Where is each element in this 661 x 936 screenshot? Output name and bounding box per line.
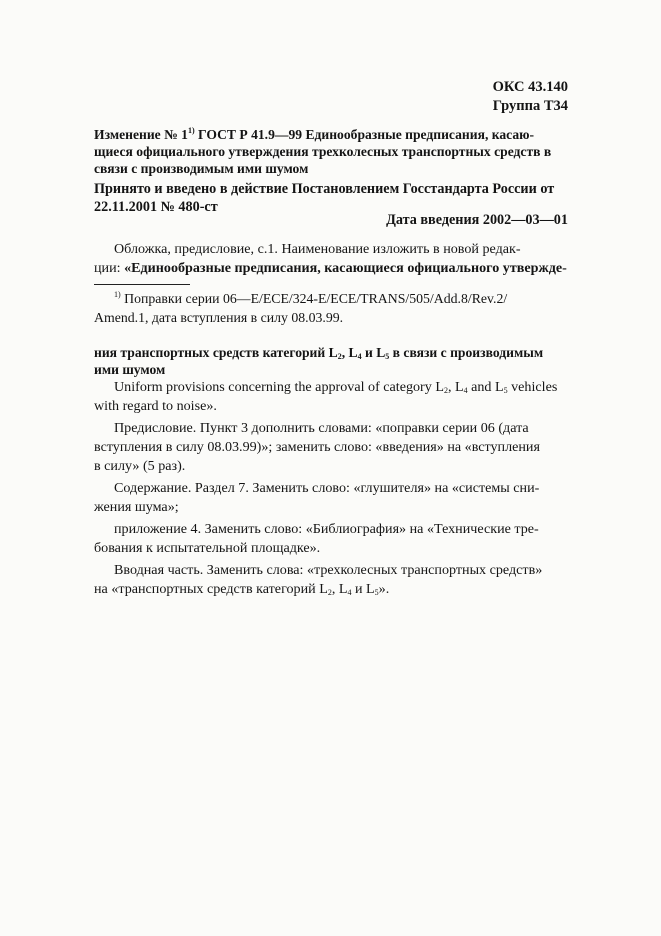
amendment-body xyxy=(94,378,568,602)
cover-line2-plain: ции: xyxy=(94,260,125,276)
english-title-paragraph xyxy=(94,378,568,416)
appendix-line2: бования к испытательной площадке». xyxy=(94,540,321,556)
intro-text: ». xyxy=(378,581,390,597)
foreword-paragraph xyxy=(94,419,568,476)
subscript: 2 xyxy=(443,386,448,395)
subscript: 5 xyxy=(503,386,508,395)
subscript: 5 xyxy=(385,352,390,361)
adoption-line2: 22.11.2001 № 480-ст xyxy=(94,199,218,215)
footnote-divider xyxy=(94,284,190,285)
foreword-line2: вступления в силу 08.03.99)»; заменить слово: «введения» на «вступления xyxy=(94,439,540,455)
amendment-title-line3: связи с производимым ими шумом xyxy=(94,161,309,176)
intro-text: и L xyxy=(351,581,375,597)
classification-header xyxy=(94,78,568,116)
amendment-title xyxy=(94,126,568,177)
continued-title xyxy=(94,344,568,378)
oks-code: ОКС 43.140 xyxy=(492,79,568,95)
amendment-title-line1: ГОСТ Р 41.9—99 Единообразные предписания, касаю- xyxy=(194,127,535,142)
foreword-line3: в силу» (5 раз). xyxy=(94,458,186,474)
continued-line2: ими шумом xyxy=(94,362,166,377)
cover-line1: Обложка, предисловие, с.1. Наименование изложить в новой редак- xyxy=(114,241,521,257)
english-text: Uniform provisions concerning the approval of category L xyxy=(114,379,444,395)
intro-line1: Вводная часть. Заменить слова: «трехколесных транспортных средств» xyxy=(114,562,543,578)
subscript: 5 xyxy=(374,588,379,597)
continued-text: , L xyxy=(341,345,358,360)
english-text: and L xyxy=(467,379,504,395)
amendment-title-line2: щиеся официального утверждения трехколесных транспортных средств в xyxy=(94,144,552,159)
intro-text: , L xyxy=(331,581,348,597)
english-text: vehicles xyxy=(507,379,558,395)
subscript: 2 xyxy=(337,352,342,361)
footnote-ref: 1) xyxy=(187,126,195,135)
intro-paragraph xyxy=(94,561,568,599)
english-text: , L xyxy=(447,379,464,395)
adoption-line1: Принято и введено в действие Постановлением Госстандарта России от xyxy=(94,181,555,197)
cover-line2-bold: «Единообразные предписания, касающиеся официального утвержде- xyxy=(124,260,567,276)
cover-paragraph xyxy=(94,240,568,278)
footnote-mark: 1) xyxy=(114,290,121,299)
effective-date: Дата введения 2002—03—01 xyxy=(386,212,568,228)
subscript: 2 xyxy=(327,588,332,597)
contents-paragraph xyxy=(94,479,568,517)
contents-line1: Содержание. Раздел 7. Заменить слово: «глушителя» на «системы сни- xyxy=(114,480,540,496)
footnote-line2: Amend.1, дата вступления в силу 08.03.99. xyxy=(94,310,344,325)
continued-text: ния транспортных средств категорий L xyxy=(94,345,338,360)
appendix-paragraph xyxy=(94,520,568,558)
group-code: Группа Т34 xyxy=(492,98,568,114)
english-line2: with regard to noise». xyxy=(94,398,217,414)
appendix-line1: приложение 4. Заменить слово: «Библиография» на «Технические тре- xyxy=(114,521,539,537)
subscript: 4 xyxy=(463,386,468,395)
amendment-number: Изменение № 1 xyxy=(94,127,188,142)
intro-text: на «транспортных средств категорий L xyxy=(94,581,328,597)
continued-text: и L xyxy=(361,345,386,360)
footnote-line1: Поправки серии 06—E/ECE/324-E/ECE/TRANS/505/Add.8/Rev.2/ xyxy=(120,291,508,306)
foreword-line1: Предисловие. Пункт 3 дополнить словами: «поправки серии 06 (дата xyxy=(114,420,529,436)
subscript: 4 xyxy=(347,588,352,597)
footnote xyxy=(94,289,568,327)
contents-line2: жения шума»; xyxy=(94,499,179,515)
continued-text: в связи с производимым xyxy=(389,345,544,360)
subscript: 4 xyxy=(357,352,362,361)
